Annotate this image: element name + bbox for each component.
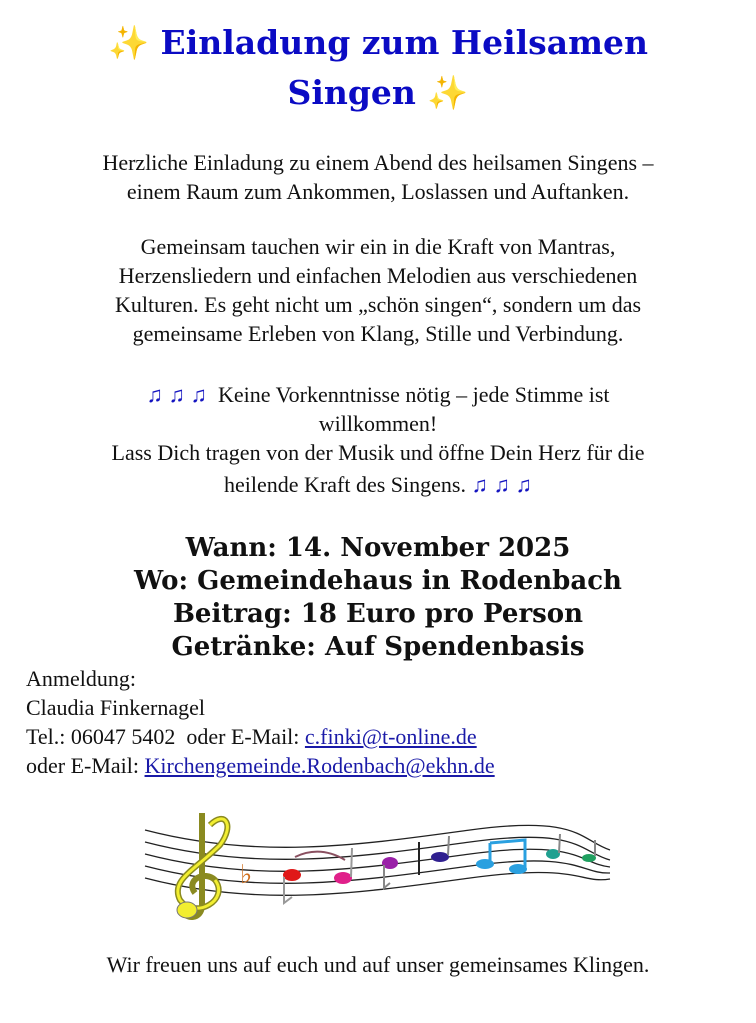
contact-phone: Tel.: 06047 5402 oder E-Mail: <box>26 724 305 749</box>
welcome-line: Keine Vorkenntnisse nötig – jede Stimme ist <box>218 382 610 407</box>
music-notes-icon: ♫ ♫ ♫ <box>146 382 207 407</box>
intro-line: einem Raum zum Ankommen, Loslassen und Auftanken. <box>126 179 630 204</box>
treble-clef-icon <box>178 813 228 917</box>
page-title <box>0 18 756 118</box>
welcome-line: Lass Dich tragen von der Musik und öffne Dein Herz für die <box>111 440 645 465</box>
event-date: Wann: 14. November 2025 <box>185 533 571 563</box>
note-teal <box>546 849 560 859</box>
contact-name: Claudia Finkernagel <box>26 695 206 720</box>
email-link-1[interactable]: c.finki@t-online.de <box>304 724 477 749</box>
event-details <box>0 532 756 664</box>
description-line: gemeinsame Erleben von Klang, Stille und Verbindung. <box>132 321 624 346</box>
sparkle-icon: ✨ <box>107 23 150 62</box>
welcome-line: heilende Kraft des Singens. <box>224 472 466 497</box>
note-green <box>582 854 596 862</box>
title-line-2: Singen <box>287 73 416 112</box>
contact-block <box>26 664 495 780</box>
intro-paragraph <box>20 148 736 206</box>
note-indigo <box>431 852 449 862</box>
description-line: Herzensliedern und einfachen Melodien aus verschiedenen <box>118 263 638 288</box>
closing-text: Wir freuen uns auf euch und auf unser gemeinsames Klingen. <box>106 952 650 977</box>
music-notes-icon: ♫ ♫ ♫ <box>471 472 532 497</box>
welcome-line: willkommen! <box>318 411 438 436</box>
email-label: oder E-Mail: <box>26 753 145 778</box>
description-paragraph <box>20 232 736 348</box>
welcome-paragraph <box>20 380 736 499</box>
event-drinks: Getränke: Auf Spendenbasis <box>171 632 585 662</box>
contact-label: Anmeldung: <box>26 666 136 691</box>
title-line-1: Einladung zum Heilsamen <box>160 23 649 62</box>
event-location: Wo: Gemeindehaus in Rodenbach <box>134 566 622 596</box>
intro-line: Herzliche Einladung zu einem Abend des heilsamen Singens – <box>102 150 654 175</box>
description-line: Gemeinsam tauchen wir ein in die Kraft von Mantras, <box>140 234 616 259</box>
music-staff-image <box>140 805 615 925</box>
note-pink <box>334 872 352 884</box>
description-line: Kulturen. Es geht nicht um „schön singen“, sondern um das <box>114 292 642 317</box>
flat-icon: ♭ <box>240 860 253 890</box>
sparkle-icon: ✨ <box>427 73 469 112</box>
email-link-2[interactable]: Kirchengemeinde.Rodenbach@ekhn.de <box>144 753 495 778</box>
event-fee: Beitrag: 18 Euro pro Person <box>172 599 584 629</box>
note-red <box>283 869 301 881</box>
